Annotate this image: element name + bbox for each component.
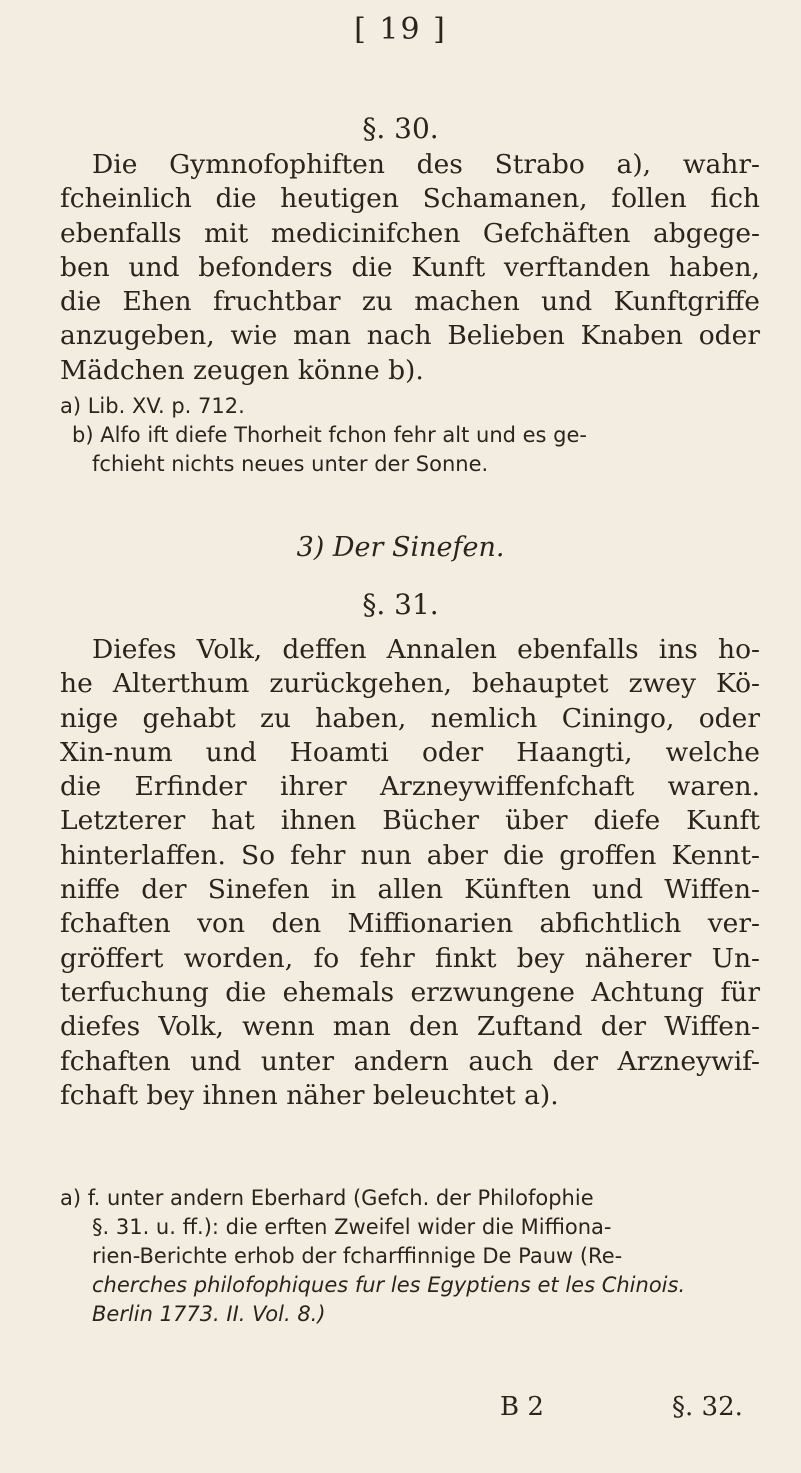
paragraph-line: hinterlaffen. So fehr nun aber die groffen Kennt- (60, 839, 760, 871)
paragraph-line: ebenfalls mit medicinifchen Gefchäften abgege- (60, 217, 760, 249)
paragraph-30 (60, 148, 760, 388)
section-heading-30: §. 30. (362, 112, 439, 145)
chapter-heading: 3) Der Sinefen. (296, 532, 505, 563)
footnotes-30 (60, 392, 760, 479)
paragraph-line: Die Gymnofophiften des Strabo a), wahr- (92, 149, 760, 180)
section-heading-31: §. 31. (362, 588, 439, 621)
paragraph-line: Diefes Volk, deffen Annalen ebenfalls ins ho- (92, 634, 760, 665)
paragraph-line: fcheinlich die heutigen Schamanen, follen fich (60, 183, 760, 215)
signature-mark: B 2 (500, 1392, 544, 1422)
paragraph-line: niffe der Sinefen in allen Künften und Wiffen- (60, 874, 760, 906)
paragraph-line: Mädchen zeugen könne b). (60, 354, 424, 386)
footnote-line: Berlin 1773. II. Vol. 8.) (92, 1302, 326, 1326)
paragraph-line: diefes Volk, wenn man den Zuftand der Wiffen- (60, 1011, 760, 1043)
footnote-line: fchieht nichts neues unter der Sonne. (92, 452, 489, 476)
footnote-line: cherches philofophiques fur les Egyptiens et les Chinois. (92, 1273, 686, 1297)
paragraph-line: die Ehen fruchtbar zu machen und Kunftgriffe (60, 286, 760, 318)
paragraph-line: Xin-num und Hoamti oder Haangti, welche (60, 736, 760, 768)
paragraph-line: die Erfinder ihrer Arzneywiffenfchaft waren. (60, 771, 760, 803)
paragraph-line: gröffert worden, fo fehr finkt bey näherer Un- (60, 942, 760, 974)
catchword: §. 32. (672, 1392, 743, 1422)
paragraph-line: fchaften von den Miffionarien abfichtlich ver- (60, 908, 760, 940)
paragraph-line: nige gehabt zu haben, nemlich Ciningo, oder (60, 702, 760, 734)
paragraph-line: anzugeben, wie man nach Belieben Knaben oder (60, 320, 760, 352)
paragraph-line: he Alterthum zurückgehen, behauptet zwey Kö- (60, 668, 760, 700)
page-number: [ 19 ] (354, 12, 447, 47)
footnote-line: b) Alfo ift diefe Thorheit fchon fehr alt und es ge- (72, 423, 587, 447)
footnote-line: §. 31. u. ff.): die erften Zweifel wider die Miffiona- (92, 1215, 612, 1239)
paragraph-line: Letzterer hat ihnen Bücher über diefe Kunft (60, 805, 760, 837)
paragraph-line: fchaften und unter andern auch der Arzneywif- (60, 1045, 760, 1077)
paragraph-31 (60, 633, 760, 1113)
footnote-line: rien-Berichte erhob der fcharffinnige De Pauw (Re- (92, 1244, 623, 1268)
paragraph-line: fchaft bey ihnen näher beleuchtet a). (60, 1079, 559, 1111)
paragraph-line: ben und befonders die Kunft verftanden haben, (60, 251, 760, 283)
footnote-line: a) Lib. XV. p. 712. (60, 394, 245, 418)
footnotes-31 (60, 1184, 760, 1329)
paragraph-line: terfuchung die ehemals erzwungene Achtung für (60, 976, 760, 1008)
footnote-line: a) f. unter andern Eberhard (Gefch. der Philofophie (60, 1186, 594, 1210)
